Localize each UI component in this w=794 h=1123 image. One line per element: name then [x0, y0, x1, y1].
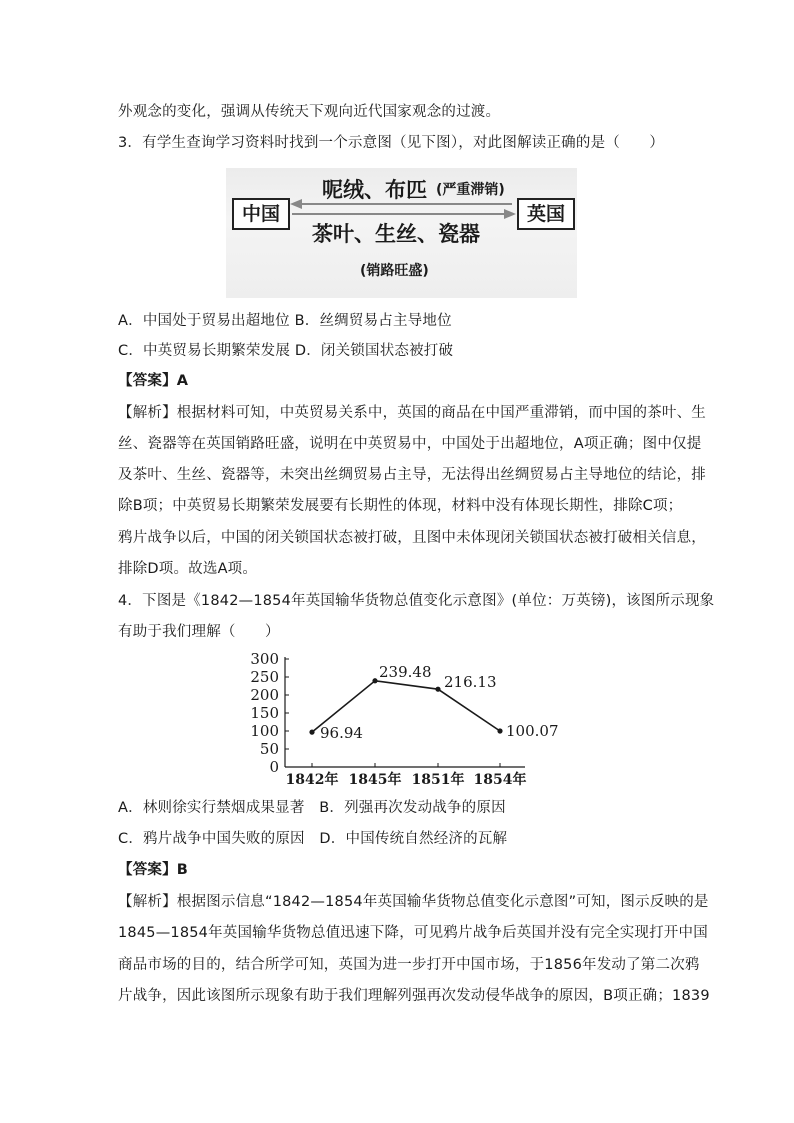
china-box: 中国: [232, 198, 290, 230]
question-4-stem-1: 4．下图是《1842—1854年英国输华货物总值变化示意图》(单位：万英镑)，该图所示现象: [118, 593, 715, 609]
question-3-analysis-5: 鸦片战争以后，中国的闭关锁国状态被打破，且图中未体现闭关锁国状态被打破相关信息，: [118, 530, 706, 546]
question-3-analysis-6: 排除D项。故选A项。: [118, 561, 258, 577]
britain-box: 英国: [517, 198, 575, 230]
data-point: [372, 678, 377, 683]
x-tick-label: 1845年: [348, 772, 402, 788]
x-tick-label: 1851年: [411, 772, 465, 788]
bottom-goods-label: 茶叶、生丝、瓷器: [312, 222, 480, 246]
x-tick-label: 1842年: [285, 772, 339, 788]
question-4-answer: 【答案】B: [118, 862, 189, 878]
question-4-options-ab: A．林则徐实行禁烟成果显著 B．列强再次发动战争的原因: [118, 800, 506, 816]
y-tick-label: 50: [259, 740, 279, 758]
question-4-analysis-3: 商品市场的目的，结合所学可知，英国为进一步打开中国市场，于1856年发动了第二次鸦: [118, 957, 700, 973]
data-point: [497, 728, 502, 733]
question-4-analysis-1: 【解析】根据图示信息“1842—1854年英国输华货物总值变化示意图”可知，图示反映的是: [118, 894, 709, 910]
y-tick-label: 200: [250, 686, 279, 704]
data-point: [435, 687, 440, 692]
question-4-stem-2: 有助于我们理解（ ）: [118, 624, 280, 640]
trade-diagram: [226, 168, 577, 298]
data-label: 216.13: [444, 673, 497, 692]
paragraph-continuation: 外观念的变化，强调从传统天下观向近代国家观念的过渡。: [118, 104, 501, 120]
y-tick-label: 300: [250, 650, 279, 668]
top-note-label: (严重滞销): [436, 182, 505, 198]
export-value-chart: [250, 650, 559, 790]
question-3-answer: 【答案】A: [118, 373, 189, 389]
question-3-analysis-1: 【解析】根据材料可知，中英贸易关系中，英国的商品在中国严重滞销，而中国的茶叶、生: [118, 405, 706, 421]
data-label: 239.48: [379, 662, 432, 681]
y-tick-label: 0: [269, 758, 279, 776]
question-4-analysis-2: 1845—1854年英国输华货物总值迅速下降，可见鸦片战争后英国并没有完全实现打开中国: [118, 925, 708, 941]
question-3-options-ab: A．中国处于贸易出超地位 B．丝绸贸易占主导地位: [118, 313, 452, 329]
question-4-options-cd: C．鸦片战争中国失败的原因 D．中国传统自然经济的瓦解: [118, 831, 508, 847]
question-3-analysis-2: 丝、瓷器等在英国销路旺盛，说明在中英贸易中，中国处于出超地位，A项正确；图中仅提: [118, 436, 702, 452]
y-tick-label: 150: [250, 704, 279, 722]
bottom-note-label: (销路旺盛): [360, 263, 429, 279]
question-3-analysis-3: 及茶叶、生丝、瓷器等，未突出丝绸贸易占主导，无法得出丝绸贸易占主导地位的结论，排: [118, 467, 706, 483]
question-3-options-cd: C．中英贸易长期繁荣发展 D．闭关锁国状态被打破: [118, 343, 454, 359]
data-label: 96.94: [320, 724, 363, 743]
data-point: [309, 730, 314, 735]
y-tick-label: 100: [250, 722, 279, 740]
question-3-stem: 3．有学生查询学习资料时找到一个示意图（见下图），对此图解读正确的是（ ）: [118, 135, 665, 151]
y-tick-label: 250: [250, 668, 279, 686]
question-4-analysis-4: 片战争，因此该图所示现象有助于我们理解列强再次发动侵华战争的原因，B项正确；1839: [118, 988, 710, 1004]
data-label: 100.07: [506, 721, 559, 740]
question-3-analysis-4: 除B项；中英贸易长期繁荣发展要有长期性的体现，材料中没有体现长期性，排除C项；: [118, 498, 683, 514]
x-tick-label: 1854年: [473, 772, 527, 788]
top-goods-label: 呢绒、布匹: [322, 178, 427, 202]
